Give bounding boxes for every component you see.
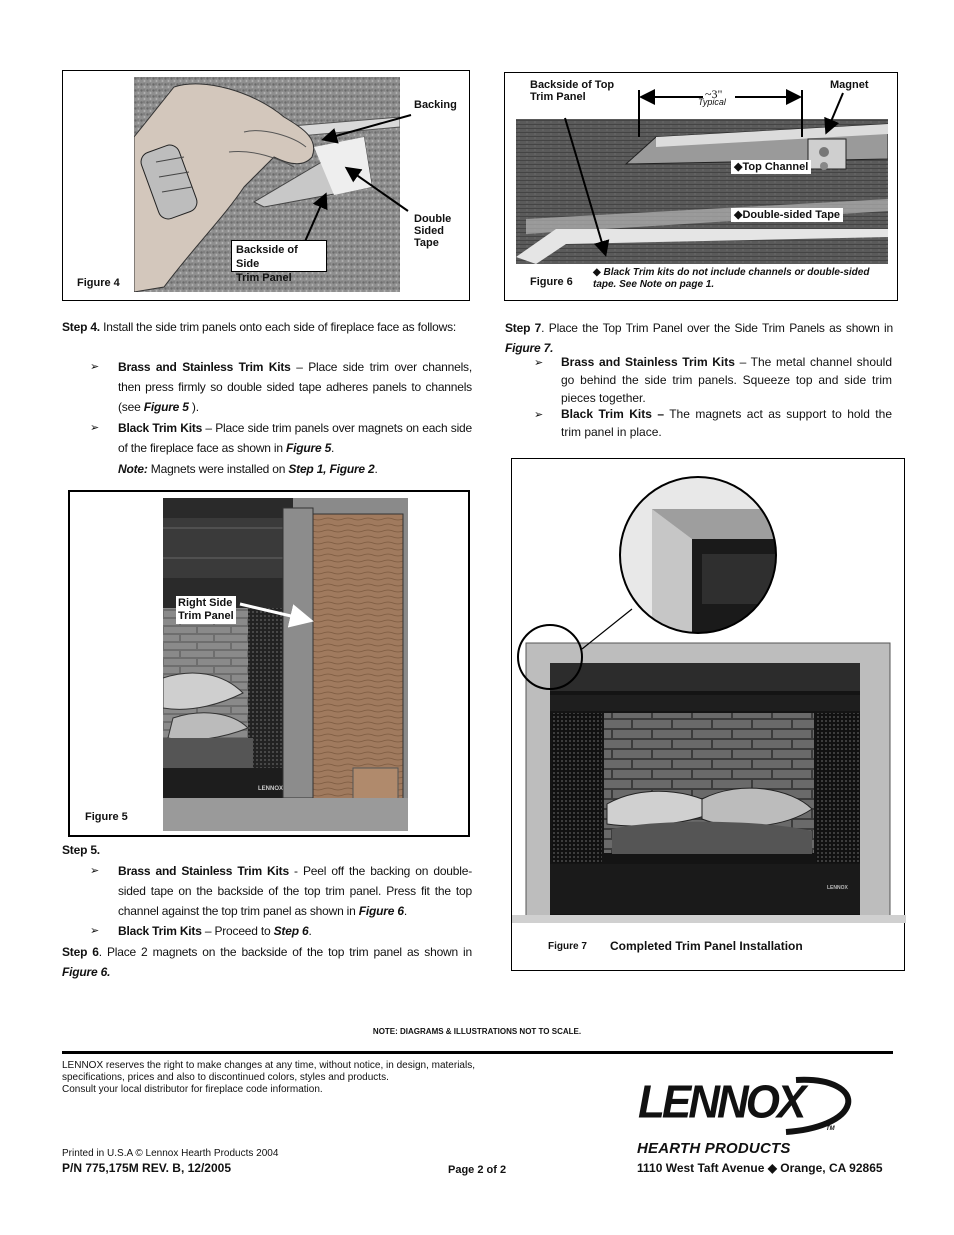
part-number: P/N 775,175M REV. B, 12/2005 [62, 1161, 231, 1175]
step-4-note [118, 459, 472, 479]
step-6-paragraph [62, 942, 472, 982]
figure-6-dimension: ~3" [705, 87, 723, 101]
scale-note: NOTE: DIAGRAMS & ILLUSTRATIONS NOT TO SCALE. [372, 1027, 582, 1036]
figure-6-top-channel-callout: ◆Top Channel [731, 160, 811, 174]
arrowhead-bullet-icon: ➢ [90, 925, 100, 937]
note-text: Magnets were installed on [147, 462, 289, 476]
step-4-bullet-2 [118, 418, 472, 458]
figure-6-magnet-callout: Magnet [830, 79, 869, 91]
step-5-bullet-2 [118, 921, 472, 941]
figure-5-callout: Right Side Trim Panel [178, 597, 234, 622]
figure-7-label: Figure 7 [548, 941, 587, 952]
figure-5-label: Figure 5 [85, 811, 128, 823]
bullet-text: – Place side trim over channels, then press firmly so double sided tape adheres panels to channels (see [118, 360, 472, 414]
figure-ref: Figure 7. [505, 341, 554, 355]
bullet-title: Black Trim Kits – [561, 407, 664, 421]
diamond-icon: ◆ [734, 161, 743, 173]
svg-text:LENNOX: LENNOX [258, 786, 284, 792]
diamond-icon: ◆ [593, 267, 604, 278]
figure-6-dimension-note: Typical [698, 97, 726, 107]
bullet-title: Brass and Stainless Trim Kits [118, 360, 291, 374]
lennox-logo [636, 1076, 856, 1136]
division-name: HEARTH PRODUCTS [637, 1140, 791, 1157]
arrowhead-bullet-icon: ➢ [90, 361, 100, 373]
step-5-title [62, 840, 100, 860]
disclaimer-line: Consult your local distributor for fireplace code information. [62, 1084, 323, 1095]
step-6-title: Step 6 [62, 945, 99, 959]
footer-rule [62, 1051, 893, 1054]
logo-tm: TM [826, 1126, 835, 1132]
step-5-title-text: Step 5. [62, 843, 100, 857]
svg-text:LENNOX: LENNOX [827, 885, 848, 891]
bullet-title: Brass and Stainless Trim Kits [561, 355, 735, 369]
step-5-bullet-1 [118, 861, 472, 921]
step-7-bullet-1 [561, 353, 892, 407]
figure-7-caption: Completed Trim Panel Installation [610, 939, 803, 953]
arrowhead-bullet-icon: ➢ [534, 409, 544, 421]
disclaimer [62, 1060, 475, 1096]
figure-4-backing-callout: Backing [414, 99, 457, 111]
logo-wordmark: LENNOX [638, 1076, 804, 1129]
bullet-end: . [308, 924, 312, 938]
figure-6-note: ◆ Black Trim kits do not include channels or double-sided tape. See Note on page 1. [593, 267, 870, 290]
step-4-intro: Install the side trim panels onto each side of fireplace face as follows: [99, 320, 457, 334]
arrowhead-bullet-icon: ➢ [90, 422, 100, 434]
figure-7-photo [512, 459, 906, 972]
figure-6-label: Figure 6 [530, 276, 573, 288]
note-label: Note: [118, 462, 148, 476]
figure-6-backside-callout: Backside of Top Trim Panel [530, 79, 615, 103]
step-4-paragraph [62, 317, 472, 337]
figure-6-box [504, 72, 898, 301]
figure-4-label: Figure 4 [77, 277, 120, 289]
disclaimer-line: LENNOX reserves the right to make changes at any time, without notice, in design, materials, [62, 1060, 475, 1071]
bullet-text: The magnets act as support to hold the trim panel in place. [561, 407, 892, 439]
step-ref: Step 1, Figure 2 [288, 462, 375, 476]
bullet-title: Brass and Stainless Trim Kits [118, 864, 289, 878]
bullet-end: . [331, 441, 335, 455]
diamond-icon: ◆ [734, 209, 743, 221]
step-7-paragraph [505, 318, 893, 358]
step-7-title: Step 7 [505, 321, 542, 335]
figure-4-box [62, 70, 470, 301]
figure-ref: Figure 6 [358, 904, 404, 918]
arrowhead-bullet-icon: ➢ [90, 865, 100, 877]
step-7-bullet-2 [561, 405, 892, 441]
page-number: Page 2 of 2 [448, 1164, 507, 1176]
step-6-text: . Place 2 magnets on the backside of the top trim panel as shown in [98, 945, 472, 959]
step-7-text: . Place the Top Trim Panel over the Side Trim Panels as shown in [541, 321, 893, 335]
figure-4-backside-callout: Backside of Side Trim Panel [231, 240, 327, 272]
figure-5-box [68, 490, 470, 837]
bullet-text: – The metal channel should go behind the side trim panels. Squeeze top and side trim pieces together. [561, 355, 893, 405]
bullet-title: Black Trim Kits [118, 924, 202, 938]
disclaimer-line: specifications, prices and also to discontinued colors, styles and products. [62, 1072, 389, 1083]
step-4-title: Step 4. [62, 320, 100, 334]
step-4-bullet-1 [118, 357, 472, 417]
printed-note: Printed in U.S.A © Lennox Hearth Products 2004 [62, 1148, 279, 1159]
figure-6-tape-callout: ◆Double-sided Tape [731, 208, 843, 222]
figure-7-box [511, 458, 905, 971]
bullet-end: . [403, 904, 407, 918]
address: 1110 West Taft Avenue ◆ Orange, CA 92865 [637, 1161, 883, 1175]
note-end: . [374, 462, 378, 476]
step-ref: Step 6 [273, 924, 309, 938]
bullet-title: Black Trim Kits [118, 421, 203, 435]
figure-ref: Figure 6. [62, 965, 111, 979]
bullet-end: ). [188, 400, 199, 414]
bullet-text: – Place side trim panels over magnets on each side of the fireplace face as shown in [118, 421, 472, 455]
figure-5-callout-arrow [70, 492, 472, 839]
figure-4-tape-callout: Double Sided Tape [414, 213, 452, 249]
figure-ref: Figure 5 [285, 441, 332, 455]
figure-ref: Figure 5 [143, 400, 189, 414]
bullet-text: – Proceed to [201, 924, 274, 938]
bullet-text: - Peel off the backing on double-sided tape on the backside of the top trim panel. Press fit the top channel against the top trim panel as shown in [118, 864, 472, 918]
arrowhead-bullet-icon: ➢ [534, 357, 544, 369]
